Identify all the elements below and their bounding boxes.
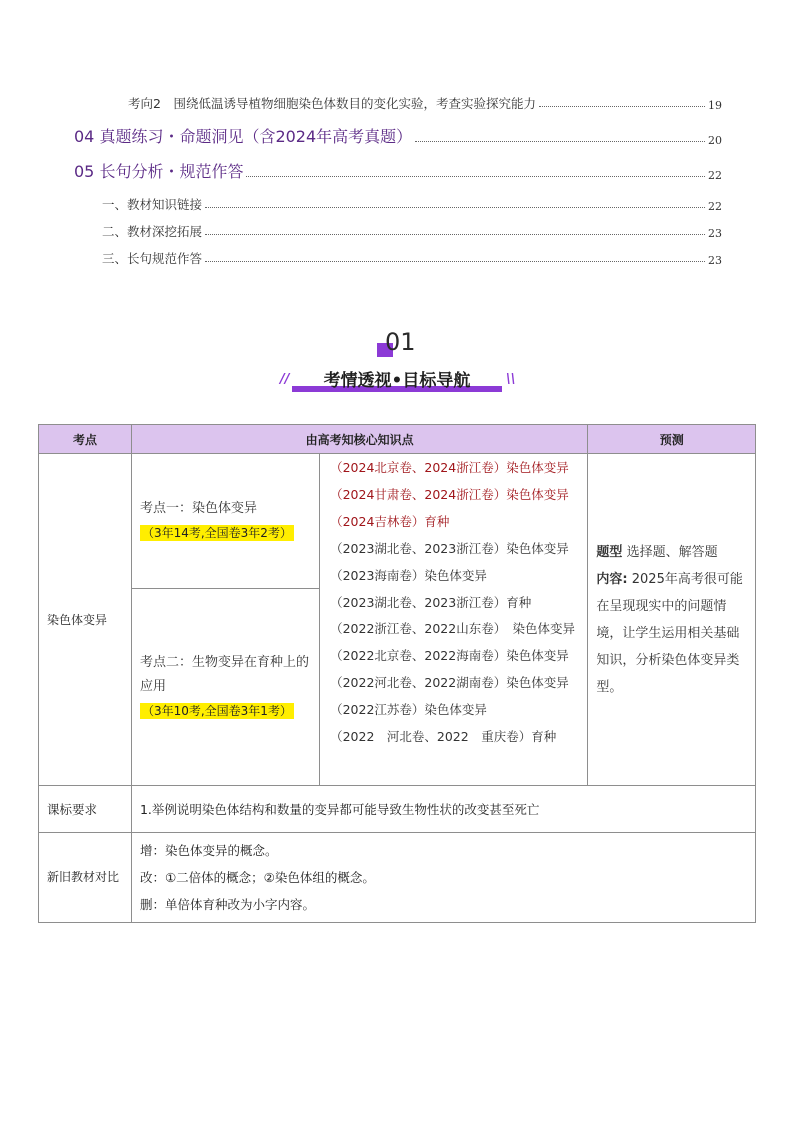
source-item: （2022江苏卷）染色体变异 (330, 702, 487, 717)
prediction-cell (588, 454, 756, 786)
toc-item-page: 22 (708, 200, 722, 213)
exam-point-2 (131, 589, 319, 786)
source-item: （2022 河北卷、2022 重庆卷）育种 (330, 729, 557, 744)
header-core-knowledge: 由高考知核心知识点 (131, 425, 587, 454)
right-slash-decoration: \\ (506, 372, 516, 387)
toc-item-title: 二、教材深挖拓展 (102, 224, 203, 239)
left-slash-decoration: // (280, 372, 290, 387)
comparison-line: 增：染色体变异的概念。 (139, 843, 278, 858)
toc-leader (415, 140, 705, 142)
toc-leader (205, 260, 705, 262)
toc-item[interactable] (74, 124, 722, 147)
toc-item[interactable] (102, 249, 722, 267)
toc-item-title: 05 长句分析・规范作答 (74, 162, 244, 181)
toc-item-page: 22 (708, 169, 722, 182)
toc-item-title: 04 真题练习・命题洞见（含2024年高考真题） (74, 127, 413, 146)
exam-point-1-stats: （3年14考,全国卷3年2考） (141, 525, 292, 540)
section-title: 考情透视•目标导航 (323, 371, 471, 391)
exam-point-1-title: 考点一：染色体变异 (139, 500, 257, 516)
header-exam-point: 考点 (39, 425, 132, 454)
header-prediction: 预测 (588, 425, 756, 454)
toc-item-title: 一、教材知识链接 (102, 197, 203, 212)
type-value: 选择题、解答题 (626, 544, 718, 560)
toc-item-title: 考向2 围绕低温诱导植物细胞染色体数目的变化实验，考查实验探究能力 (128, 96, 536, 111)
comparison-line: 改：①二倍体的概念；②染色体组的概念。 (139, 870, 375, 885)
toc-item-page: 20 (708, 134, 722, 147)
source-item: （2022河北卷、2022湖南卷）染色体变异 (330, 675, 569, 690)
source-item: （2022浙江卷、2022山东卷） 染色体变异 (330, 621, 575, 636)
section-number: 01 (385, 328, 416, 356)
exam-point-1 (131, 454, 319, 589)
toc-item-page: 23 (708, 227, 722, 240)
source-item: （2023湖北卷、2023浙江卷）育种 (330, 595, 532, 610)
toc-item[interactable] (74, 159, 722, 182)
type-label: 题型 (596, 544, 623, 560)
toc-leader (539, 105, 705, 107)
toc-item[interactable] (128, 94, 722, 112)
source-item: （2023海南卷）染色体变异 (330, 568, 487, 583)
toc-item-page: 23 (708, 254, 722, 267)
table-row (39, 454, 756, 589)
comparison-content (131, 833, 755, 923)
exam-point-2-title: 考点二：生物变异在育种上的应用 (139, 654, 309, 694)
source-item: （2023湖北卷、2023浙江卷）染色体变异 (330, 541, 569, 556)
toc-leader (246, 175, 705, 177)
comparison-line: 删：单倍体育种改为小字内容。 (139, 897, 315, 912)
toc-item-page: 19 (708, 99, 722, 112)
table-header-row (39, 425, 756, 454)
toc-item-title: 三、长句规范作答 (102, 251, 203, 266)
toc-item[interactable] (102, 222, 722, 240)
toc-item[interactable] (102, 195, 722, 213)
source-item: （2024北京卷、2024浙江卷）染色体变异 (330, 460, 569, 475)
curriculum-label: 课标要求 (39, 786, 132, 833)
exam-point-2-stats: （3年10考,全国卷3年1考） (141, 703, 292, 718)
source-item: （2022北京卷、2022海南卷）染色体变异 (330, 648, 569, 663)
table-row (39, 786, 756, 833)
curriculum-requirement: 1.举例说明染色体结构和数量的变异都可能导致生物性状的改变甚至死亡 (131, 786, 755, 833)
table-row (39, 833, 756, 923)
topic-cell: 染色体变异 (39, 454, 132, 786)
toc-leader (205, 206, 705, 208)
exam-analysis-table (38, 424, 756, 923)
content-label: 内容: (596, 571, 628, 587)
comparison-label: 新旧教材对比 (39, 833, 132, 923)
toc-leader (205, 233, 705, 235)
content-value: 2025年高考很可能在呈现现实中的问题情境，让学生运用相关基础知识，分析染色体变异类型。 (596, 571, 743, 695)
source-item: （2024吉林卷）育种 (330, 514, 450, 529)
source-list-cell (320, 454, 588, 786)
source-item: （2024甘肃卷、2024浙江卷）染色体变异 (330, 487, 569, 502)
